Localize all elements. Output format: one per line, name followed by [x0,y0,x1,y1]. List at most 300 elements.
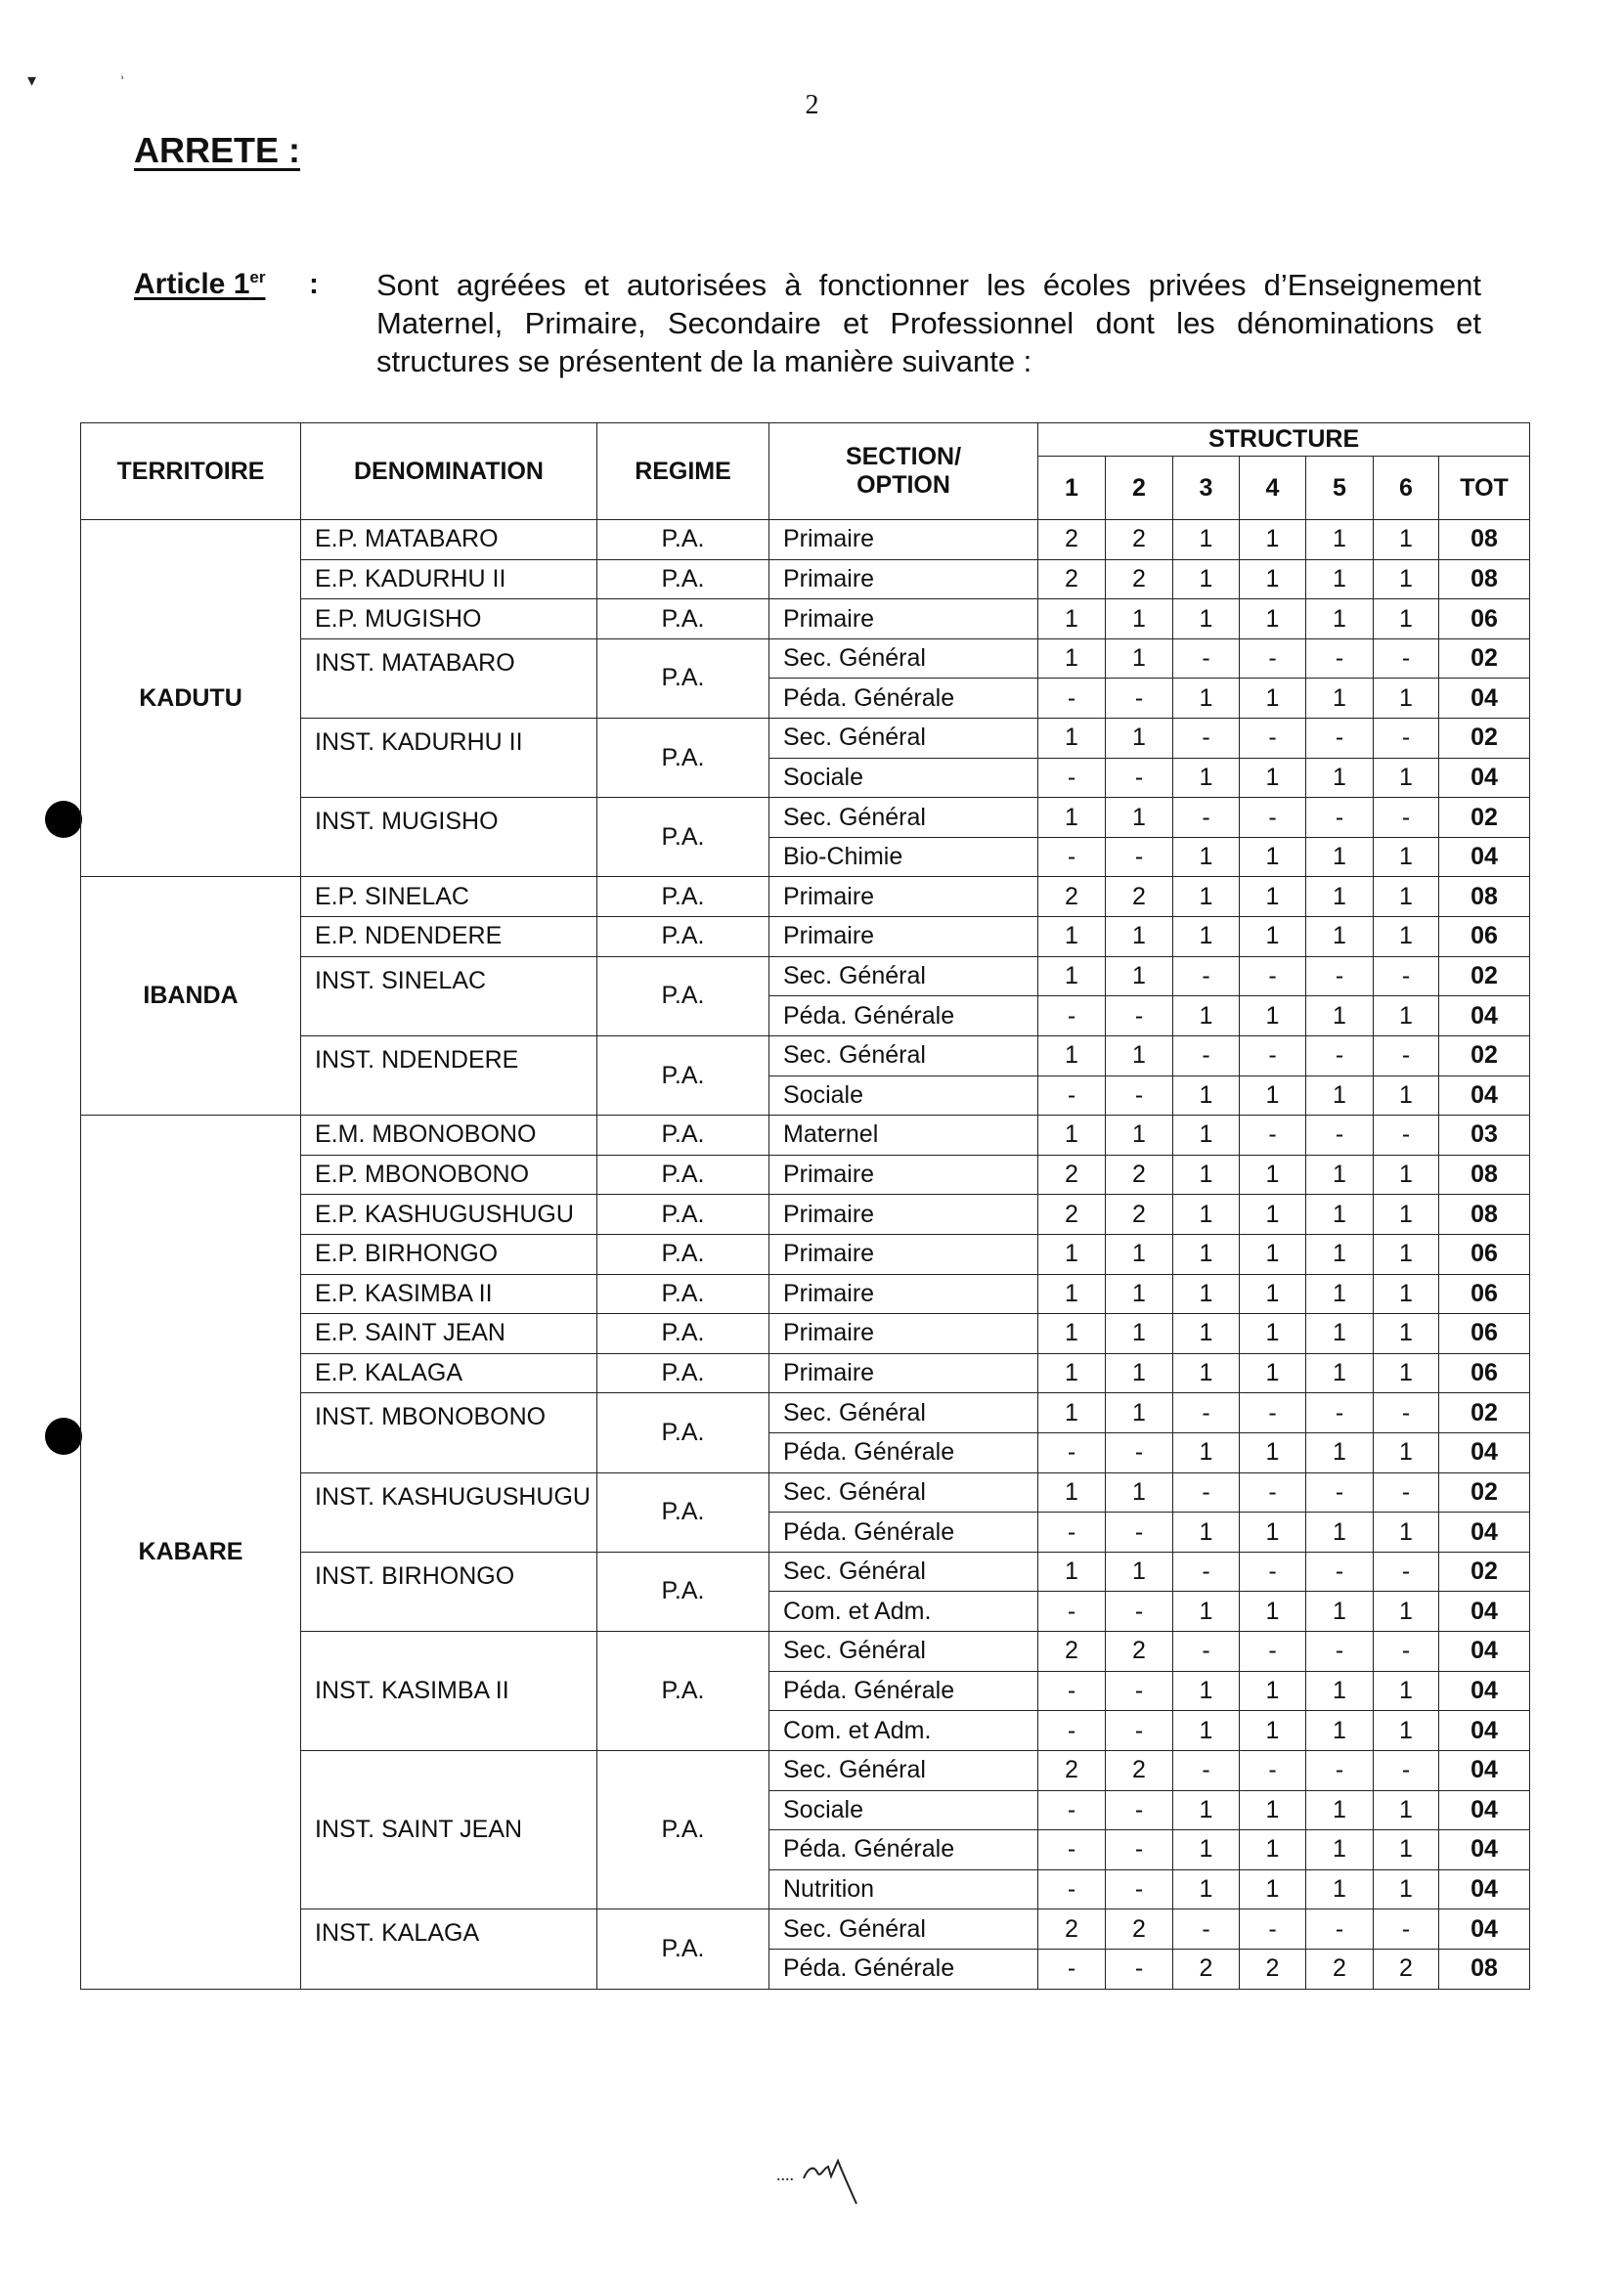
territory-name: IBANDA [81,877,301,1116]
cell-col-5: 1 [1306,877,1374,917]
cell-col-2: - [1106,996,1173,1036]
cell-col-3: 1 [1173,1513,1240,1553]
cell-col-3: 1 [1173,1234,1240,1274]
cell-col-6: 1 [1374,599,1439,639]
cell-col-6: 1 [1374,1353,1439,1393]
cell-col-6: 1 [1374,1790,1439,1830]
cell-col-5: 1 [1306,1075,1374,1116]
header-col-3: 3 [1173,457,1240,520]
header-denomination: DENOMINATION [301,423,597,520]
page-number: 2 [805,90,819,120]
school-regime: P.A. [597,1234,769,1274]
cell-col-3: 1 [1173,1155,1240,1195]
school-regime: P.A. [597,599,769,639]
school-regime: P.A. [597,1035,769,1115]
cell-col-3: - [1173,719,1240,759]
cell-col-5: 1 [1306,1592,1374,1632]
cell-col-5: 1 [1306,1274,1374,1314]
cell-col-4: - [1240,1750,1306,1790]
cell-total: 06 [1439,917,1530,957]
cell-col-6: 1 [1374,1513,1439,1553]
section-option: Primaire [769,877,1038,917]
section-option: Sec. Général [769,719,1038,759]
cell-col-5: - [1306,1035,1374,1075]
cell-col-5: 1 [1306,837,1374,877]
cell-col-2: 2 [1106,1909,1173,1950]
cell-col-4: - [1240,1909,1306,1950]
section-option: Péda. Générale [769,1513,1038,1553]
school-name: INST. SINELAC [301,956,597,1035]
table-row [81,877,1530,917]
cell-col-3: - [1173,1035,1240,1075]
cell-col-3: - [1173,1632,1240,1672]
cell-col-1: - [1038,996,1106,1036]
school-name: INST. MUGISHO [301,798,597,877]
header-col-tot: TOT [1439,457,1530,520]
cell-col-1: 2 [1038,559,1106,599]
article-label [134,268,265,301]
cell-col-4: - [1240,719,1306,759]
cell-col-5: 1 [1306,1513,1374,1553]
school-regime: P.A. [597,1314,769,1354]
cell-col-2: 2 [1106,1750,1173,1790]
page-heading: ARRETE : [134,130,300,170]
article-colon: : [309,268,319,300]
cell-col-5: 1 [1306,1155,1374,1195]
cell-col-5: 1 [1306,1671,1374,1711]
cell-col-2: - [1106,758,1173,798]
section-option: Primaire [769,599,1038,639]
section-option: Sociale [769,758,1038,798]
cell-col-2: 1 [1106,956,1173,996]
cell-total: 04 [1439,1711,1530,1751]
cell-col-1: 1 [1038,1353,1106,1393]
cell-col-4: 2 [1240,1949,1306,1989]
table-body [81,520,1530,1990]
table-row [81,520,1530,560]
cell-total: 06 [1439,599,1530,639]
cell-col-3: 1 [1173,1869,1240,1909]
cell-col-3: - [1173,798,1240,838]
cell-col-6: - [1374,956,1439,996]
cell-col-2: - [1106,1513,1173,1553]
school-regime: P.A. [597,520,769,560]
cell-col-1: 2 [1038,877,1106,917]
section-option: Sec. Général [769,1552,1038,1592]
school-name: E.P. NDENDERE [301,917,597,957]
cell-col-5: - [1306,956,1374,996]
school-name: INST. KASHUGUSHUGU [301,1472,597,1552]
cell-col-1: 2 [1038,520,1106,560]
section-option: Com. et Adm. [769,1711,1038,1751]
cell-total: 04 [1439,1671,1530,1711]
cell-total: 04 [1439,1909,1530,1950]
cell-col-5: - [1306,719,1374,759]
cell-col-2: 1 [1106,1234,1173,1274]
cell-col-4: 1 [1240,1075,1306,1116]
cell-col-4: - [1240,1116,1306,1156]
cell-col-6: 1 [1374,837,1439,877]
cell-col-6: 2 [1374,1949,1439,1989]
school-name: E.P. KALAGA [301,1353,597,1393]
cell-col-4: 1 [1240,559,1306,599]
section-option: Péda. Générale [769,1433,1038,1473]
cell-col-1: - [1038,1075,1106,1116]
school-name: INST. KADURHU II [301,719,597,798]
cell-total: 06 [1439,1274,1530,1314]
cell-col-1: - [1038,758,1106,798]
cell-col-4: - [1240,956,1306,996]
school-name: INST. MATABARO [301,638,597,718]
school-regime: P.A. [597,1552,769,1631]
section-option: Primaire [769,917,1038,957]
cell-col-2: - [1106,1433,1173,1473]
section-option: Sec. Général [769,1632,1038,1672]
cell-col-6: 1 [1374,758,1439,798]
school-name: E.P. SAINT JEAN [301,1314,597,1354]
cell-col-1: 2 [1038,1909,1106,1950]
header-territoire: TERRITOIRE [81,423,301,520]
cell-col-5: 1 [1306,1195,1374,1235]
cell-col-6: 1 [1374,1314,1439,1354]
cell-col-6: 1 [1374,877,1439,917]
article-label-sup: er [249,268,266,286]
cell-col-1: - [1038,679,1106,719]
cell-col-2: 1 [1106,1274,1173,1314]
cell-col-2: - [1106,679,1173,719]
section-option: Péda. Générale [769,1671,1038,1711]
cell-col-4: 1 [1240,1711,1306,1751]
section-option: Nutrition [769,1869,1038,1909]
section-option: Sec. Général [769,1393,1038,1433]
cell-col-4: 1 [1240,599,1306,639]
section-option: Sec. Général [769,1035,1038,1075]
school-regime: P.A. [597,638,769,718]
cell-col-3: 1 [1173,758,1240,798]
cell-col-2: - [1106,1671,1173,1711]
cell-col-1: 2 [1038,1632,1106,1672]
school-regime: P.A. [597,917,769,957]
cell-total: 04 [1439,837,1530,877]
cell-col-5: 1 [1306,917,1374,957]
cell-col-5: 1 [1306,996,1374,1036]
cell-col-3: 1 [1173,1116,1240,1156]
cell-col-6: - [1374,719,1439,759]
cell-total: 04 [1439,1830,1530,1870]
cell-col-4: 1 [1240,758,1306,798]
header-col-2: 2 [1106,457,1173,520]
cell-total: 04 [1439,1790,1530,1830]
school-regime: P.A. [597,1909,769,1990]
cell-col-3: 1 [1173,1195,1240,1235]
cell-col-6: 1 [1374,1869,1439,1909]
cell-total: 02 [1439,719,1530,759]
cell-col-4: 1 [1240,1869,1306,1909]
cell-col-6: 1 [1374,1234,1439,1274]
cell-col-4: - [1240,1632,1306,1672]
cell-col-2: 1 [1106,1552,1173,1592]
cell-col-1: 2 [1038,1155,1106,1195]
cell-col-3: 1 [1173,599,1240,639]
schools-table [80,422,1530,1990]
school-name: INST. KALAGA [301,1909,597,1990]
cell-col-1: 1 [1038,1314,1106,1354]
cell-total: 03 [1439,1116,1530,1156]
cell-col-1: 2 [1038,1195,1106,1235]
cell-col-4: 1 [1240,1274,1306,1314]
cell-col-2: 2 [1106,1632,1173,1672]
cell-col-1: - [1038,1433,1106,1473]
cell-col-1: - [1038,837,1106,877]
cell-col-3: 1 [1173,1314,1240,1354]
cell-col-1: - [1038,1830,1106,1870]
cell-total: 04 [1439,758,1530,798]
cell-col-2: 2 [1106,1155,1173,1195]
cell-col-1: - [1038,1513,1106,1553]
school-regime: P.A. [597,559,769,599]
header-structure: STRUCTURE [1038,423,1530,457]
section-option: Primaire [769,1353,1038,1393]
cell-col-4: 1 [1240,1234,1306,1274]
cell-col-3: 1 [1173,1671,1240,1711]
article-text: Sont agréées et autorisées à fonctionner les écoles privées d’Enseignement Maternel, Primaire, Secondaire et Professionnel dont les dénominations et structures se présentent de la manière suivante : [376,268,1481,378]
cell-col-6: - [1374,1750,1439,1790]
cell-col-2: 2 [1106,1195,1173,1235]
cell-col-5: 1 [1306,1433,1374,1473]
school-name: E.P. KASIMBA II [301,1274,597,1314]
cell-col-1: - [1038,1869,1106,1909]
cell-col-2: 1 [1106,1035,1173,1075]
cell-col-6: - [1374,638,1439,679]
cell-col-2: - [1106,1711,1173,1751]
cell-col-6: - [1374,1472,1439,1513]
cell-col-3: - [1173,1750,1240,1790]
cell-total: 04 [1439,1869,1530,1909]
cell-col-5: 1 [1306,599,1374,639]
cell-col-5: - [1306,638,1374,679]
cell-col-3: 1 [1173,877,1240,917]
cell-col-6: 1 [1374,1830,1439,1870]
cell-total: 06 [1439,1314,1530,1354]
cell-col-2: 1 [1106,638,1173,679]
school-regime: P.A. [597,1116,769,1156]
cell-col-6: 1 [1374,1711,1439,1751]
school-name: INST. SAINT JEAN [301,1750,597,1909]
cell-col-6: - [1374,798,1439,838]
cell-col-2: 1 [1106,798,1173,838]
cell-col-4: 1 [1240,1790,1306,1830]
cell-col-5: 1 [1306,1711,1374,1751]
signature-dots: .... [776,2165,794,2184]
school-regime: P.A. [597,1274,769,1314]
cell-col-6: - [1374,1909,1439,1950]
cell-col-3: 1 [1173,559,1240,599]
section-option: Sec. Général [769,1750,1038,1790]
cell-col-4: - [1240,1472,1306,1513]
cell-col-3: 1 [1173,996,1240,1036]
school-name: E.P. MUGISHO [301,599,597,639]
school-name: INST. MBONOBONO [301,1393,597,1472]
section-option: Sociale [769,1075,1038,1116]
cell-col-6: 1 [1374,1075,1439,1116]
cell-col-2: - [1106,1790,1173,1830]
section-option: Primaire [769,1314,1038,1354]
cell-total: 02 [1439,1552,1530,1592]
school-name: INST. BIRHONGO [301,1552,597,1631]
school-name: E.M. MBONOBONO [301,1116,597,1156]
cell-col-5: 1 [1306,1234,1374,1274]
cell-col-6: 1 [1374,996,1439,1036]
cell-col-4: 1 [1240,917,1306,957]
cell-col-2: - [1106,1075,1173,1116]
section-option: Bio-Chimie [769,837,1038,877]
section-option: Sec. Général [769,638,1038,679]
section-option: Péda. Générale [769,996,1038,1036]
territory-name: KADUTU [81,520,301,877]
cell-col-4: 1 [1240,1592,1306,1632]
cell-total: 04 [1439,1513,1530,1553]
cell-col-6: 1 [1374,917,1439,957]
header-option: OPTION [856,471,950,499]
cell-total: 08 [1439,559,1530,599]
cell-col-3: - [1173,1909,1240,1950]
school-name: INST. NDENDERE [301,1035,597,1115]
school-regime: P.A. [597,1393,769,1472]
cell-total: 04 [1439,996,1530,1036]
cell-col-3: 1 [1173,679,1240,719]
cell-col-2: - [1106,1830,1173,1870]
cell-col-4: - [1240,1552,1306,1592]
cell-total: 08 [1439,1949,1530,1989]
cell-col-4: 1 [1240,1155,1306,1195]
cell-col-5: 1 [1306,559,1374,599]
section-option: Primaire [769,1274,1038,1314]
cell-col-3: 1 [1173,917,1240,957]
cell-col-5: - [1306,798,1374,838]
cell-col-1: 1 [1038,1552,1106,1592]
cell-col-4: 1 [1240,1314,1306,1354]
cell-col-6: - [1374,1552,1439,1592]
section-option: Primaire [769,1155,1038,1195]
cell-col-4: 1 [1240,877,1306,917]
cell-col-4: - [1240,798,1306,838]
cell-col-6: - [1374,1632,1439,1672]
cell-col-1: - [1038,1671,1106,1711]
cell-col-5: - [1306,1750,1374,1790]
cell-col-1: - [1038,1949,1106,1989]
header-section-option [769,423,1038,520]
section-option: Péda. Générale [769,1830,1038,1870]
cell-col-5: 1 [1306,1353,1374,1393]
section-option: Com. et Adm. [769,1592,1038,1632]
school-name: E.P. SINELAC [301,877,597,917]
cell-total: 04 [1439,1075,1530,1116]
cell-total: 08 [1439,877,1530,917]
cell-col-5: - [1306,1909,1374,1950]
cell-col-1: 1 [1038,1472,1106,1513]
section-option: Sec. Général [769,1472,1038,1513]
cell-col-5: 1 [1306,758,1374,798]
cell-col-3: 1 [1173,1830,1240,1870]
cell-col-6: - [1374,1393,1439,1433]
cell-col-3: 1 [1173,520,1240,560]
cell-col-5: - [1306,1632,1374,1672]
cell-col-1: - [1038,1711,1106,1751]
cell-col-1: 1 [1038,917,1106,957]
header-regime: REGIME [597,423,769,520]
cell-col-3: 1 [1173,1592,1240,1632]
cell-col-1: 1 [1038,638,1106,679]
cell-col-5: - [1306,1552,1374,1592]
header-col-1: 1 [1038,457,1106,520]
cell-total: 02 [1439,798,1530,838]
cell-col-1: - [1038,1592,1106,1632]
cell-col-5: 1 [1306,679,1374,719]
section-option: Sec. Général [769,798,1038,838]
cell-col-2: 1 [1106,917,1173,957]
cell-total: 04 [1439,679,1530,719]
cell-total: 02 [1439,638,1530,679]
section-option: Maternel [769,1116,1038,1156]
school-name: E.P. MBONOBONO [301,1155,597,1195]
cell-col-3: - [1173,638,1240,679]
cell-col-4: 1 [1240,996,1306,1036]
cell-total: 02 [1439,956,1530,996]
cell-col-5: - [1306,1472,1374,1513]
cell-total: 08 [1439,1195,1530,1235]
cell-col-6: 1 [1374,559,1439,599]
cell-col-1: 1 [1038,599,1106,639]
cell-col-3: 1 [1173,1433,1240,1473]
cell-col-1: 1 [1038,798,1106,838]
cell-col-1: - [1038,1790,1106,1830]
cell-col-6: 1 [1374,1671,1439,1711]
cell-col-4: 1 [1240,837,1306,877]
cell-col-6: 1 [1374,1195,1439,1235]
cell-col-4: 1 [1240,679,1306,719]
cell-col-6: 1 [1374,1155,1439,1195]
header-col-5: 5 [1306,457,1374,520]
cell-col-3: - [1173,1552,1240,1592]
school-regime: P.A. [597,719,769,798]
cell-col-3: 1 [1173,1274,1240,1314]
school-name: E.P. MATABARO [301,520,597,560]
cell-col-4: 1 [1240,1353,1306,1393]
punch-hole [45,1418,82,1455]
cell-col-2: 1 [1106,719,1173,759]
cell-col-2: - [1106,1869,1173,1909]
cell-col-1: 1 [1038,1393,1106,1433]
cell-col-2: 1 [1106,1393,1173,1433]
cell-col-4: 1 [1240,1513,1306,1553]
cell-total: 08 [1439,520,1530,560]
cell-col-4: 1 [1240,1830,1306,1870]
scan-mark: ▾ [27,70,37,90]
cell-col-6: 1 [1374,520,1439,560]
school-regime: P.A. [597,956,769,1035]
cell-col-1: 1 [1038,1274,1106,1314]
cell-col-5: 1 [1306,1790,1374,1830]
school-regime: P.A. [597,1195,769,1235]
cell-col-3: 1 [1173,1353,1240,1393]
cell-total: 04 [1439,1750,1530,1790]
section-option: Sec. Général [769,956,1038,996]
cell-col-2: 1 [1106,1314,1173,1354]
cell-col-2: 1 [1106,1472,1173,1513]
cell-total: 04 [1439,1592,1530,1632]
cell-col-3: 2 [1173,1949,1240,1989]
header-col-6: 6 [1374,457,1439,520]
